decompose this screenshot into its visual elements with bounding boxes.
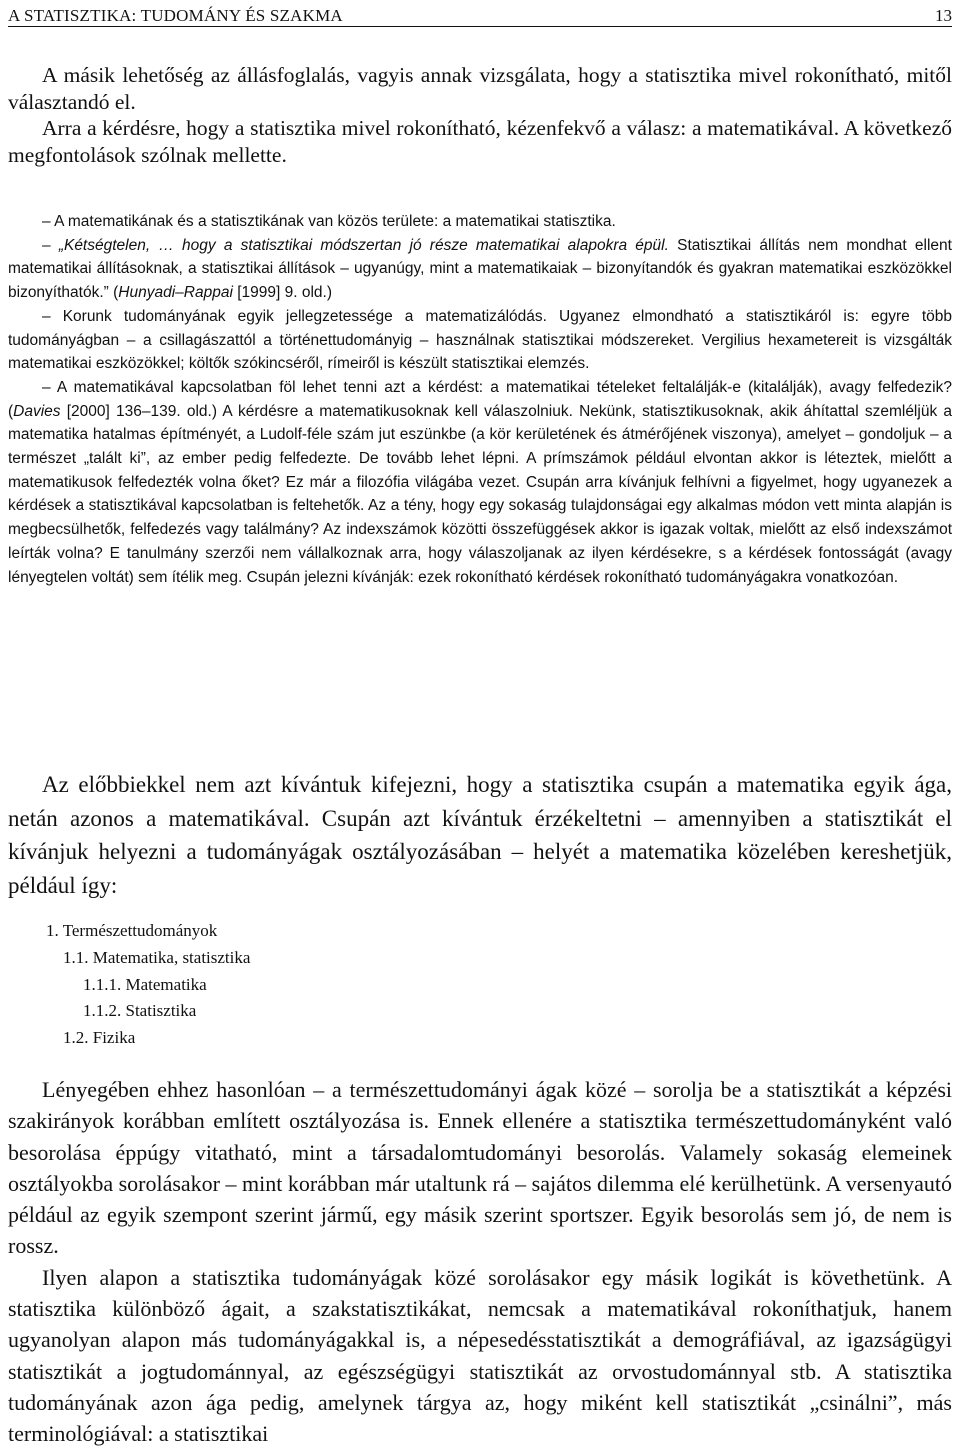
conclusion-section <box>8 768 952 902</box>
running-header <box>8 4 952 27</box>
final-paragraph-2: Ilyen alapon a statisztika tudományágak közé sorolásakor egy másik logikát is követhetünk. A statisztika különböző ágait, a szakstatisztikákat, nemcsak a matematikával rokoníthatjuk, hanem ugyanolyan alapon más tudományágakkal is, a népesedésstatisztikát a demográfiával, az igazságügyi statisztikát a jogtudománnyal, az egészségügyi statisztikát az orvostudománnyal stb. A statisztika tudományának azon ága pedig, amelynek tárgya az, hogy miként kell statisztikát „csinálni”, más terminológiával: a statisztikai <box>8 1264 952 1447</box>
conclusion-paragraph: Az előbbiekkel nem azt kívántuk kifejezni, hogy a statisztika csupán a matematika egyik ága, netán azonos a matematikával. Csupán azt kívántuk érzékeltetni – amennyiben a statisztikát el kívánjuk helyezni a tudományágak osztályozásában – helyét a matematika közelében kereshetjük, például így: <box>8 772 952 898</box>
citation-author-davies: Davies <box>13 402 61 420</box>
intro-paragraph-1: A másik lehetőség az állásfoglalás, vagyis annak vizsgálata, hogy a statisztika mivel rokonítható, mitől választandó el. <box>8 63 952 114</box>
list-item: 1.2. Fizika <box>63 1028 136 1048</box>
classification-list <box>8 918 250 1052</box>
intro-section <box>8 62 952 168</box>
citation-details: [1999] 9. old.) <box>232 284 332 302</box>
intro-paragraph-2: Arra a kérdésre, hogy a statisztika mivel rokonítható, kézenfekvő a válasz: a matematikával. A következő megfontolások szólnak mellette. <box>8 116 952 167</box>
quoted-text-rest: Statisztikai állítás nem mondhat ellent matematikai állításoknak, a statisztikai állítások – ugyanúgy, mint a matematikaiak – bizonyítandók és gyakran matematikai eszközökkel bizonyíthatók.” ( <box>8 236 952 302</box>
list-item: 1.1. Matematika, statisztika <box>63 947 251 967</box>
list-item: 1.1.2. Statisztika <box>83 1001 197 1021</box>
argument-item-4-b: [2000] 136–139. old.) A kérdésre a matematikusoknak kell válaszolniuk. Nekünk, statisztikusoknak, akik áhítattal szemléljük a matematika hatalmas építményét, a Ludolf-féle szám jut eszünkbe (a kör kerületének és átmérőjének viszonya), amelyet – gondoljuk – a természet „talált ki”, az ember pedig felfedezte. De tovább lehet lépni. A prímszámok például elvontan akkor is léteztek, mielőtt a matematikusok felfedezték volna őket? Ez már a filozófia világába vezet. Csupán arra kívánjuk felhívni a figyelmet, hogy ugyanezek a kérdések a statisztikával kapcsolatban is feltehetők. Az a tény, hogy egy sokaság tulajdonságai egy alkalmas módon vett minta alapján is megbecsülhetők, felfedezés vagy találmány? Az indexszámok közötti összefüggések akkor is igazak voltak, mielőtt az első indexszámot leírták volna? E tanulmány szerzői nem vállalkoznak arra, hogy válaszoljanak az ilyen kérdésekre, s a kérdések fontosságát (avagy lényegtelen voltát) sem ítélik meg. Csupán jelezni kívánják: ezek rokonítható kérdések rokonítható tudományágakra vonatkozóan. <box>8 402 952 586</box>
citation-author: Hunyadi–Rappai <box>118 284 233 302</box>
list-item: 1. Természettudományok <box>46 921 218 940</box>
page-number: 13 <box>935 6 952 25</box>
quoted-text-lead: – „Kétségtelen, … hogy a statisztikai módszertan jó része matematikai alapokra épül. <box>42 236 669 254</box>
argument-item-4 <box>8 376 952 589</box>
final-section <box>8 1074 952 1450</box>
argument-item-4-a: – A matematikával kapcsolatban föl lehet tenni azt a kérdést: a matematikai tételeket feltalálják-e (kitalálják), avagy felfedezik? ( <box>8 378 952 420</box>
argument-item-3: – Korunk tudományának egyik jellegzetessége a matematizálódás. Ugyanez elmondható a statisztikáról is: egyre több tudományágban – a csillagászattól a történettudományig – használnak statisztikai módszereket. Vergilius hexametereit is vizsgálták matematikai eszközökkel; költők szókincséről, rímeiről is készült statisztikai elemzés. <box>8 307 952 373</box>
list-item: 1.1.1. Matematika <box>83 974 207 994</box>
final-paragraph-1: Lényegében ehhez hasonlóan – a természettudományi ágak közé – sorolja be a statisztikát a képzési szakirányok korábban említett osztályozása is. Ennek ellenére a statisztika természettudományként való besorolása éppúgy vitatható, mint a társadalomtudományi besorolás. Valamely sokaság elemeinek osztályokba sorolásakor – mint korábban már utaltunk rá – sajátos dilemma elé kerülhetünk. A versenyautó például az egyik szempont szerint jármű, egy másik szerint sportszer. Egyik besorolás sem jó, de nem is rossz. <box>8 1077 952 1259</box>
argument-item-1: – A matematikának és a statisztikának van közös területe: a matematikai statisztika. <box>42 213 616 230</box>
argument-item-2 <box>8 234 952 305</box>
running-title: A STATISZTIKA: TUDOMÁNY ÉS SZAKMA <box>8 6 343 25</box>
argument-list <box>8 210 952 589</box>
